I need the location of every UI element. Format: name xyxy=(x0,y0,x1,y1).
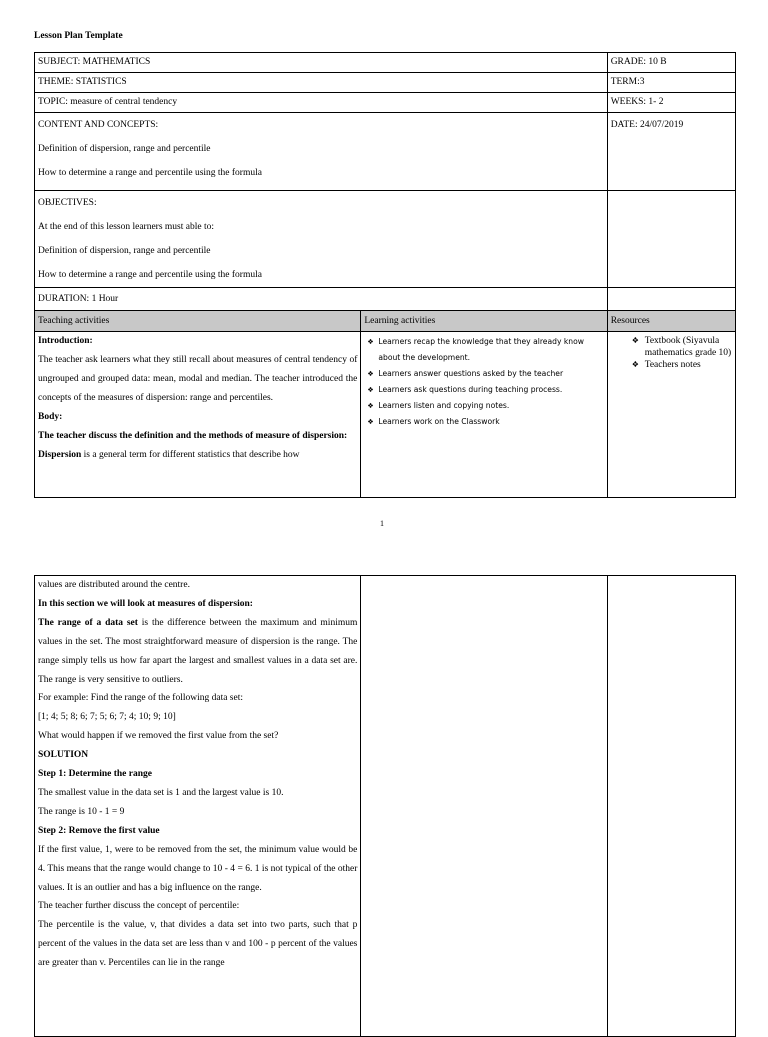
objectives-cell xyxy=(35,191,608,288)
activities-header-row xyxy=(35,311,736,332)
content-line: Definition of dispersion, range and percentile xyxy=(38,144,211,154)
range-rest: is the difference between the maximum and minimum values in the set. The most straightforward measure of dispersion is the range. The range simply tells us how far apart the largest and smallest values in a data set are. The range is very sensitive to outliers. xyxy=(38,617,358,685)
dispersion-paragraph xyxy=(38,446,357,465)
topic-cell: TOPIC: measure of central tendency xyxy=(35,93,608,113)
dispersion-rest: is a general term for different statistics that describe how xyxy=(81,450,300,460)
data-set: [1; 4; 5; 8; 6; 7; 5; 6; 7; 4; 10; 9; 10] xyxy=(38,712,176,723)
term-cell: TERM:3 xyxy=(607,73,735,93)
content-row xyxy=(35,113,736,191)
duration-cell: DURATION: 1 Hour xyxy=(35,288,608,311)
dispersion-term: Dispersion xyxy=(38,450,82,460)
objectives-line: Definition of dispersion, range and percentile xyxy=(38,246,211,256)
resource-item: ❖ Textbook (Siyavula mathematics grade 10) xyxy=(645,335,732,359)
section-heading: In this section we will look at measures of dispersion: xyxy=(38,598,253,609)
range-term: The range of a data set xyxy=(38,617,138,628)
question-line: What would happen if we removed the first value from the set? xyxy=(38,731,279,742)
resources-cell xyxy=(607,332,735,498)
subject-row xyxy=(35,53,736,73)
percentile-intro: The teacher further discuss the concept of percentile: xyxy=(38,901,240,912)
weeks-cell: WEEKS: 1- 2 xyxy=(607,93,735,113)
learning-activities-cell xyxy=(361,332,607,498)
learning-activities-header: Learning activities xyxy=(361,311,607,332)
learning-activities-cell-continued xyxy=(361,576,607,1037)
grade-cell: GRADE: 10 B xyxy=(607,53,735,73)
content-heading: CONTENT AND CONCEPTS: xyxy=(38,120,159,130)
objectives-line: How to determine a range and percentile using the formula xyxy=(38,270,262,280)
objectives-side-cell xyxy=(607,191,735,288)
step1-result: The range is 10 - 1 = 9 xyxy=(38,806,125,817)
lesson-plan-table-continued xyxy=(34,575,736,1037)
body-heading: Body: xyxy=(38,412,63,422)
step1-text: The smallest value in the data set is 1 and the largest value is 10. xyxy=(38,787,284,798)
subject-cell: SUBJECT: MATHEMATICS xyxy=(35,53,608,73)
solution-heading: SOLUTION xyxy=(38,750,89,761)
resource-item: ❖ Teachers notes xyxy=(645,359,732,371)
teaching-activities-header: Teaching activities xyxy=(35,311,361,332)
objectives-row xyxy=(35,191,736,288)
content-line: How to determine a range and percentile using the formula xyxy=(38,168,262,178)
document-title: Lesson Plan Template xyxy=(34,31,123,41)
learning-activity-item: ❖ Learners ask questions during teaching process. xyxy=(378,382,603,398)
continued-line: values are distributed around the centre. xyxy=(38,580,190,590)
date-cell: DATE: 24/07/2019 xyxy=(607,113,735,191)
step2-heading: Step 2: Remove the first value xyxy=(38,825,160,836)
duration-row xyxy=(35,288,736,311)
teaching-activities-cell xyxy=(35,332,361,498)
resources-header: Resources xyxy=(607,311,735,332)
example-line: For example: Find the range of the following data set: xyxy=(38,693,243,704)
teaching-activities-cell-continued xyxy=(35,576,361,1037)
learning-activity-item: ❖ Learners listen and copying notes. xyxy=(378,398,603,414)
intro-heading: Introduction: xyxy=(38,336,93,346)
objectives-heading: OBJECTIVES: xyxy=(38,198,97,208)
objectives-line: At the end of this lesson learners must able to: xyxy=(38,222,214,232)
lesson-plan-table xyxy=(34,52,736,498)
body-subheading: The teacher discuss the definition and the methods of measure of dispersion: xyxy=(38,431,348,441)
step2-text: If the first value, 1, were to be removed from the set, the minimum value would be 4. This means that the range would change to 10 - 4 = 6. 1 is not typical of the other values. It is an outlier and has a big influence on the range. xyxy=(38,844,358,893)
theme-cell: THEME: STATISTICS xyxy=(35,73,608,93)
resources-list xyxy=(611,335,732,371)
resources-cell-continued xyxy=(607,576,735,1037)
range-paragraph xyxy=(38,614,357,690)
intro-text: The teacher ask learners what they still recall about measures of central tendency of ungrouped and grouped data: mean, modal and median. The teacher introduced the concepts of the measures of dispersion: range and percentiles. xyxy=(38,355,358,403)
learning-activities-list xyxy=(364,334,603,430)
duration-side-cell xyxy=(607,288,735,311)
learning-activity-item: ❖ Learners answer questions asked by the teacher xyxy=(378,366,603,382)
learning-activity-item: ❖ Learners work on the Classwork xyxy=(378,414,603,430)
step1-heading: Step 1: Determine the range xyxy=(38,769,152,780)
theme-row xyxy=(35,73,736,93)
activities-row-continued xyxy=(35,576,736,1037)
percentile-text: The percentile is the value, v, that divides a data set into two parts, such that p percent of the values in the data set are less than v and 100 - p percent of the values are greater than v. Percentiles can lie in the range xyxy=(38,920,358,969)
topic-row xyxy=(35,93,736,113)
learning-activity-item: ❖ Learners recap the knowledge that they already know about the development. xyxy=(378,334,603,366)
page-number: 1 xyxy=(380,519,384,528)
activities-row xyxy=(35,332,736,498)
content-cell xyxy=(35,113,608,191)
